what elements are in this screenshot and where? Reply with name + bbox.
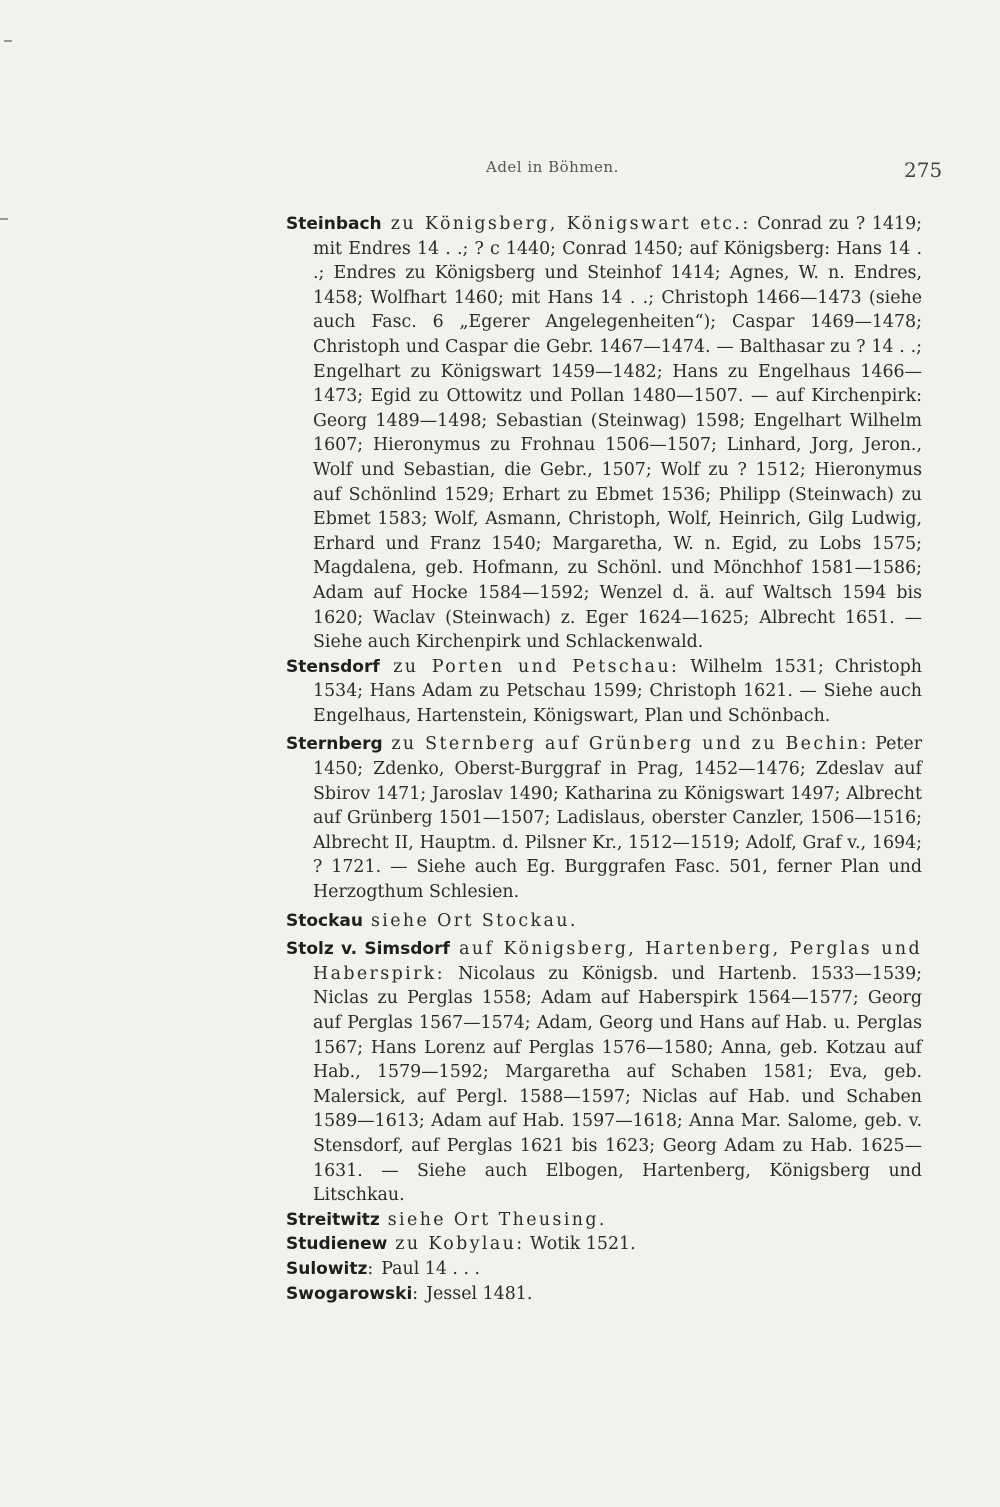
running-title: Adel in Böhmen. <box>486 158 619 176</box>
entry-location: : <box>367 1258 376 1279</box>
entry-text: Nicolaus zu Königsb. und Hartenb. 1533—1539; Niclas zu Perglas 1558; Adam auf Haberspirk 1564—1577; Georg auf Perglas 1567—1574; Adam, Georg und Hans auf Hab. u. Perglas 1567; Hans Lorenz auf Perglas 1576—1580; Anna, geb. Kotzau auf Hab., 1579—1592; Margaretha auf Schaben 1581; Eva, geb. Malersick, auf Pergl. 1588—1597; Niclas auf Hab. und Schaben 1589—1613; Adam auf Hab. 1597—1618; Anna Mar. Salome, geb. v. Stensdorf, auf Perglas 1621 bis 1623; Georg Adam zu Hab. 1625—1631. — Siehe auch Elbogen, Hartenberg, Königsberg und Litschkau. <box>313 963 922 1206</box>
entry-surname: Streitwitz <box>286 1209 380 1230</box>
entry-location: zu Kobylau: <box>387 1234 525 1255</box>
entry-text: Peter 1450; Zdenko, Oberst-Burggraf in Prag, 1452—1476; Zdeslav auf Sbirov 1471; Jaroslav 1490; Katharina zu Königswart 1497; Albrecht auf Grünberg 1501—1507; Ladislaus, oberster Canzler, 1506—1516; Albrecht II, Hauptm. d. Pilsner Kr., 1512—1519; Adolf, Graf v., 1694; ? 1721. — Siehe auch Eg. Burggrafen Fasc. 501, ferner Plan und Herzogthum Schlesien. <box>313 734 923 903</box>
entry-text: Wotik 1521. <box>524 1234 636 1255</box>
entry-streitwitz <box>286 1208 922 1233</box>
entry-surname: Stockau <box>286 910 364 931</box>
entry-sternberg <box>286 732 922 904</box>
entry-text: Wilhelm 1531; Christoph 1534; Hans Adam zu Petschau 1599; Christoph 1621. — Siehe auch Engelhaus, Hartenstein, Königswart, Plan und Schönbach. <box>313 656 922 726</box>
entry-steinbach <box>286 212 922 655</box>
entry-location: zu Sternberg auf Grünberg und zu Bechin: <box>382 734 869 755</box>
entry-stensdorf <box>286 655 922 729</box>
entry-location: : <box>412 1283 421 1304</box>
entry-text: Conrad zu ? 1419; mit Endres 14 . .; ? c 1440; Conrad 1450; auf Königsberg: Hans 14 . .; Endres zu Königsberg und Steinhof 1414; Agnes, W. n. Endres, 1458; Wolfhart 1460; mit Hans 14 . .; Christoph 1466—1473 (siehe auch Fasc. 6 „Egerer Angelegenheiten“); Caspar 1469—1478; Christoph und Caspar die Gebr. 1467—1474. — Balthasar zu ? 14 . .; Engelhart zu Königswart 1459—1482; Hans zu Engelhaus 1466—1473; Egid zu Ottowitz und Pollan 1480—1507. — auf Kirchenpirk: Georg 1489—1498; Sebastian (Steinwag) 1598; Engelhart Wilhelm 1607; Hieronymus zu Frohnau 1506—1507; Linhard, Jorg, Jeron., Wolf und Sebastian, die Gebr., 1507; Wolf zu ? 1512; Hieronymus auf Schönlind 1529; Erhart zu Ebmet 1536; Philipp (Steinwach) zu Ebmet 1583; Wolf, Asmann, Christoph, Wolf, Heinrich, Gilg Ludwig, Erhard und Franz 1540; Margaretha, W. n. Egid, zu Lobs 1575; Magdalena, geb. Hofmann, zu Schönl. und Mönchhof 1581—1586; Adam auf Hocke 1584—1592; Wenzel d. ä. auf Waltsch 1594 bis 1620; Waclav (Steinwach) z. Eger 1624—1625; Albrecht 1651. — Siehe auch Kirchenpirk und Schlackenwald. <box>313 214 922 653</box>
entry-stockau <box>286 909 922 934</box>
entry-surname: Stolz v. Simsdorf <box>286 939 450 960</box>
entry-location: siehe Ort Stockau. <box>363 910 578 931</box>
entry-sulowitz <box>286 1257 922 1282</box>
entry-list <box>286 212 922 1306</box>
entry-location: zu Königsberg, Königswart etc.: <box>381 214 751 234</box>
entry-surname: Studienew <box>286 1234 388 1255</box>
entry-surname: Stensdorf <box>286 656 380 677</box>
entry-swogarowski <box>286 1282 922 1307</box>
entry-surname: Sulowitz <box>286 1258 368 1279</box>
entry-surname: Swogarowski <box>286 1283 413 1304</box>
entry-location: zu Porten und Petschau: <box>379 656 680 677</box>
page-number: 275 <box>904 158 943 182</box>
margin-mark-middle <box>0 218 8 220</box>
entry-location: siehe Ort Theusing. <box>379 1209 607 1230</box>
entry-surname: Steinbach <box>286 214 382 234</box>
entry-stolz-v-simsdorf <box>286 937 922 1208</box>
entry-surname: Sternberg <box>286 734 383 755</box>
entry-text: Jessel 1481. <box>420 1283 533 1304</box>
entry-location: auf Königsberg, Hartenberg, Perglas und Haberspirk: <box>313 939 922 984</box>
margin-mark-top <box>4 40 12 42</box>
entry-text: Paul 14 . . . <box>375 1258 481 1279</box>
entry-studienew <box>286 1232 922 1257</box>
